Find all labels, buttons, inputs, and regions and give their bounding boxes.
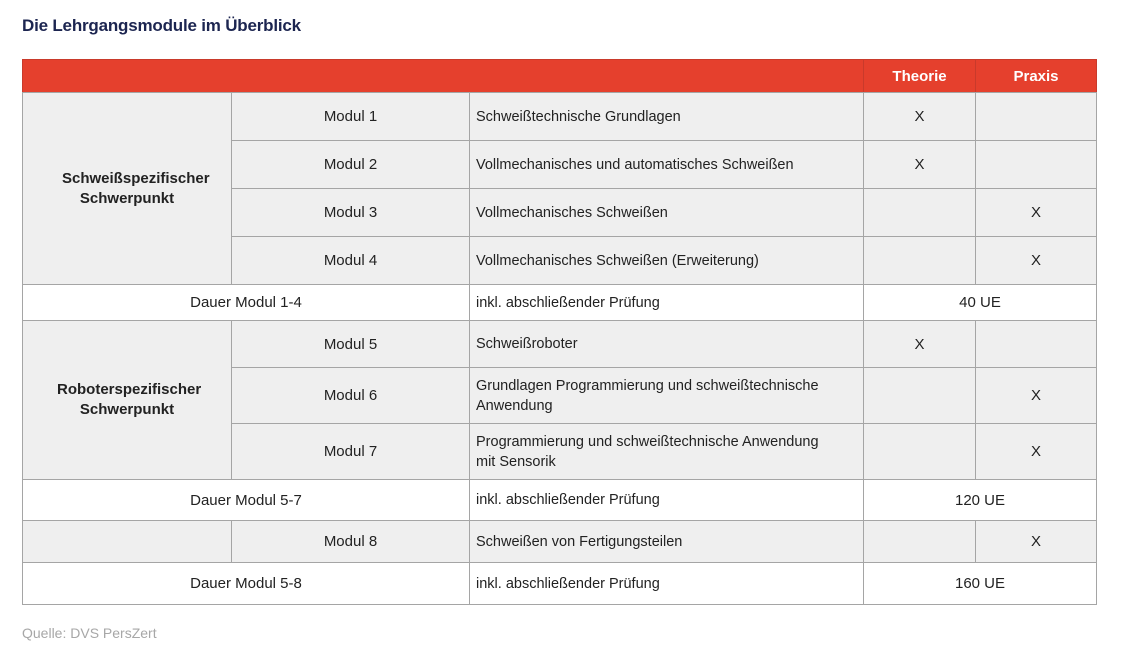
praxis-mark: [976, 93, 1097, 141]
praxis-mark: X: [976, 237, 1097, 285]
duration-label: Dauer Modul 5-8: [23, 563, 470, 605]
module-name: Modul 2: [232, 141, 470, 189]
module-name: Modul 1: [232, 93, 470, 141]
page-title: Die Lehrgangsmodule im Überblick: [22, 16, 301, 35]
duration-row: [23, 285, 1097, 321]
group-label-empty: [23, 521, 232, 563]
praxis-mark: [976, 321, 1097, 368]
module-name: Modul 7: [232, 424, 470, 480]
duration-label: Dauer Modul 1-4: [23, 285, 470, 321]
theorie-mark: X: [864, 321, 976, 368]
duration-row: [23, 563, 1097, 605]
module-description: Vollmechanisches Schweißen (Erweiterung): [470, 237, 864, 285]
duration-value: 160 UE: [864, 563, 1097, 605]
module-description: Schweißroboter: [470, 321, 864, 368]
module-description: Grundlagen Programmierung und schweißtechnische Anwendung: [470, 368, 864, 424]
duration-value: 40 UE: [864, 285, 1097, 321]
theorie-mark: [864, 189, 976, 237]
module-name: Modul 3: [232, 189, 470, 237]
group-label-roboter: Roboterspezifischer Schwerpunkt: [23, 321, 232, 480]
theorie-mark: [864, 424, 976, 480]
duration-value: 120 UE: [864, 480, 1097, 521]
duration-description: inkl. abschließender Prüfung: [470, 285, 864, 321]
module-description: Programmierung und schweißtechnische Anwendung mit Sensorik: [470, 424, 864, 480]
header-theorie: Theorie: [864, 60, 976, 93]
module-description: Schweißtechnische Grundlagen: [470, 93, 864, 141]
duration-row: [23, 480, 1097, 521]
praxis-mark: [976, 141, 1097, 189]
module-table: [22, 59, 1097, 605]
theorie-mark: [864, 237, 976, 285]
duration-description: inkl. abschließender Prüfung: [470, 563, 864, 605]
praxis-mark: X: [976, 521, 1097, 563]
table-row: [23, 521, 1097, 563]
duration-description: inkl. abschließender Prüfung: [470, 480, 864, 521]
module-description: Vollmechanisches Schweißen: [470, 189, 864, 237]
table-header-row: [23, 60, 1097, 93]
header-empty-cell: [23, 60, 864, 93]
source-note: Quelle: DVS PersZert: [22, 625, 157, 641]
theorie-mark: [864, 368, 976, 424]
module-name: Modul 5: [232, 321, 470, 368]
praxis-mark: X: [976, 189, 1097, 237]
theorie-mark: X: [864, 141, 976, 189]
duration-label: Dauer Modul 5-7: [23, 480, 470, 521]
module-description: Vollmechanisches und automatisches Schweißen: [470, 141, 864, 189]
table-row: [23, 321, 1097, 368]
theorie-mark: [864, 521, 976, 563]
table-row: [23, 93, 1097, 141]
module-name: Modul 8: [232, 521, 470, 563]
module-description: Schweißen von Fertigungsteilen: [470, 521, 864, 563]
theorie-mark: X: [864, 93, 976, 141]
group-label-schweiss: Schweißspezifischer Schwerpunkt: [23, 93, 232, 285]
header-praxis: Praxis: [976, 60, 1097, 93]
praxis-mark: X: [976, 368, 1097, 424]
module-name: Modul 4: [232, 237, 470, 285]
praxis-mark: X: [976, 424, 1097, 480]
module-name: Modul 6: [232, 368, 470, 424]
